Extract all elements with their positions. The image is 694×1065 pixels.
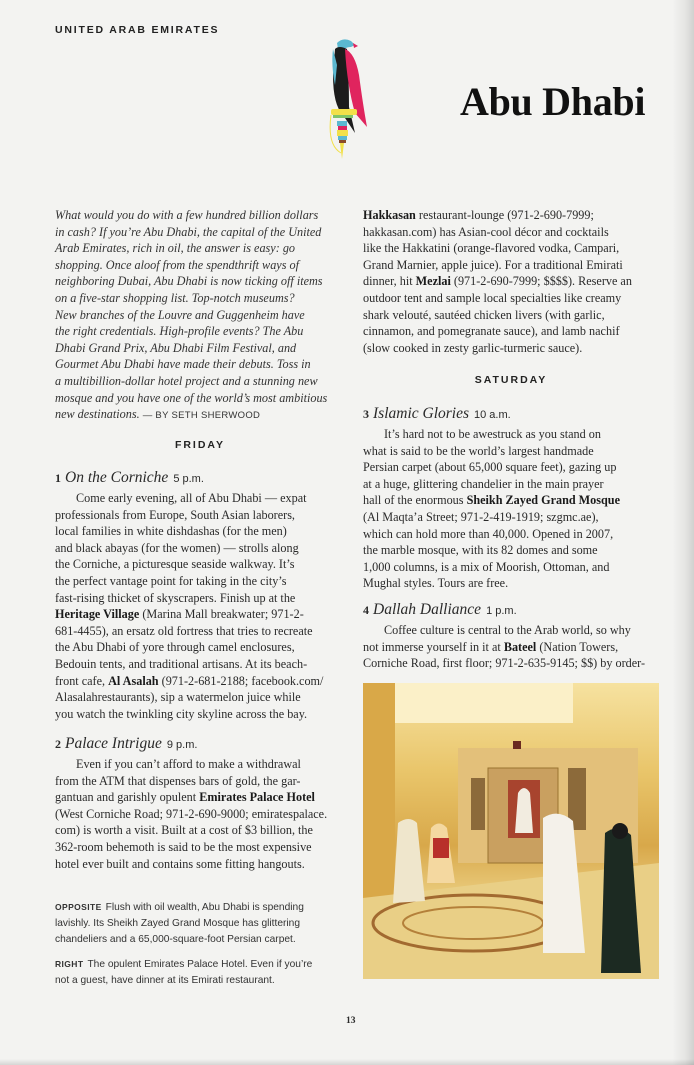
item-time: 5 p.m. bbox=[173, 473, 204, 485]
intro-line: the right credentials. High-profile events? The Abu bbox=[55, 324, 304, 339]
text-run: Alasalahrestaurants), sip a watermelon juice while bbox=[55, 690, 301, 705]
text-line bbox=[55, 789, 327, 806]
text-run: and black abayas (for the women) — strolls along bbox=[55, 540, 299, 555]
text-run: cinnamon, and pomegranate sauce), and lamb nachif bbox=[363, 324, 620, 339]
text-line bbox=[55, 756, 327, 773]
caption-right bbox=[55, 956, 312, 989]
text-line bbox=[55, 507, 323, 524]
page-title: Abu Dhabi bbox=[460, 79, 646, 124]
text-run: not immerse yourself in it at bbox=[363, 639, 504, 654]
text-run: dinner, hit bbox=[363, 274, 416, 289]
text-line bbox=[363, 340, 632, 357]
text-line bbox=[363, 476, 620, 493]
intro-line: New branches of the Louvre and Guggenheim have bbox=[55, 307, 305, 322]
item-number: 1 bbox=[55, 471, 61, 485]
text-run: Coffee culture is central to the Arab world, so why bbox=[384, 623, 631, 637]
caption-label: OPPOSITE bbox=[55, 902, 102, 912]
text-run: 1,000 columns, is a mix of Moorish, Ottoman, and bbox=[363, 559, 610, 574]
item-title bbox=[363, 404, 620, 425]
caption-line bbox=[55, 899, 304, 916]
itinerary-item-4 bbox=[363, 600, 645, 672]
text-line bbox=[363, 290, 632, 307]
intro-line: Gourmet Abu Dhabi have made their debuts. Toss in bbox=[55, 357, 311, 372]
caption-text: The opulent Emirates Palace Hotel. Even if you’re bbox=[87, 959, 313, 970]
caption-line bbox=[55, 956, 312, 973]
venue-name: Bateel bbox=[503, 639, 537, 654]
text-line bbox=[363, 224, 632, 241]
item-title bbox=[55, 734, 327, 755]
page-bottom-shadow bbox=[0, 1059, 694, 1065]
caption-text: lavishly. Its Sheikh Zayed Grand Mosque has glittering bbox=[55, 918, 300, 929]
text-line bbox=[363, 273, 632, 290]
byline: — BY SETH SHERWOOD bbox=[142, 410, 261, 422]
photo-illustration bbox=[363, 683, 659, 979]
caption-text: Flush with oil wealth, Abu Dhabi is spending bbox=[105, 902, 304, 913]
intro-line: Dhabi Grand Prix, Abu Dhabi Film Festival, and bbox=[55, 340, 297, 355]
venue-name: Emirates Palace Hotel bbox=[199, 790, 315, 805]
venue-name: Heritage Village bbox=[55, 607, 140, 622]
intro-line: mosque and you have one of the world’s most ambitious bbox=[55, 390, 328, 405]
item-name: Palace Intrigue bbox=[65, 735, 162, 752]
item-title bbox=[363, 600, 645, 621]
text-line bbox=[55, 590, 323, 607]
text-line bbox=[55, 773, 327, 790]
item-number: 2 bbox=[55, 737, 61, 751]
text-line bbox=[363, 257, 632, 274]
text-run: (slow cooked in zesty garlic-turmeric sauce). bbox=[363, 340, 583, 355]
text-run: gantuan and garishly opulent bbox=[55, 790, 200, 805]
text-line bbox=[55, 573, 323, 590]
text-run: 681-4455), an ersatz old fortress that tries to recreate bbox=[55, 623, 313, 638]
caption-text: not a guest, have dinner at its Emirati restaurant. bbox=[55, 975, 275, 986]
intro-line: a multibillion-dollar hotel project and a stunning new bbox=[55, 373, 318, 388]
text-run: Mughal styles. Tours are free. bbox=[363, 576, 509, 591]
text-run: (Nation Towers, bbox=[536, 639, 619, 654]
itinerary-item-2 bbox=[55, 734, 327, 872]
text-run: Even if you can’t afford to make a withdrawal bbox=[76, 757, 301, 771]
text-line bbox=[363, 575, 620, 592]
text-line bbox=[55, 673, 323, 690]
day-heading-friday: FRIDAY bbox=[174, 439, 226, 451]
text-run: front cafe, bbox=[55, 673, 109, 688]
text-line bbox=[55, 606, 323, 623]
text-run: Grand Marnier, apple juice). For a traditional Emirati bbox=[363, 257, 623, 272]
text-line bbox=[55, 806, 327, 823]
intro-line: neighboring Dubai, Abu Dhabi is now ticking off items bbox=[55, 274, 323, 289]
venue-name: Mezlai bbox=[415, 274, 451, 289]
country-kicker: UNITED ARAB EMIRATES bbox=[55, 24, 220, 36]
caption-opposite bbox=[55, 899, 304, 948]
text-run: com) is worth a visit. Built at a cost of $3 billion, the bbox=[55, 823, 313, 838]
text-line bbox=[363, 559, 620, 576]
text-line bbox=[363, 207, 632, 224]
item-time: 9 p.m. bbox=[166, 739, 198, 751]
text-line bbox=[55, 623, 323, 640]
text-line bbox=[363, 526, 620, 543]
text-line bbox=[55, 540, 323, 557]
text-line bbox=[55, 639, 323, 656]
text-run: fast-rising thicket of skyscrapers. Finish up at the bbox=[55, 590, 296, 605]
text-run: from the ATM that dispenses bars of gold, the gar- bbox=[55, 773, 301, 788]
text-run: the Corniche, a picturesque seaside walkway. It’s bbox=[55, 557, 295, 572]
text-line bbox=[363, 307, 632, 324]
text-run: It’s hard not to be awestruck as you stand on bbox=[384, 427, 601, 441]
page-number: 13 bbox=[346, 1016, 356, 1026]
day-heading-saturday: SATURDAY bbox=[474, 374, 548, 386]
text-run: which can hold more than 40,000. Opened in 2007, bbox=[363, 526, 614, 541]
intro-line: What would you do with a few hundred billion dollars bbox=[55, 208, 319, 222]
text-run: professionals from Europe, South Asian laborers, bbox=[55, 507, 295, 522]
item-name: On the Corniche bbox=[65, 469, 169, 486]
intro-line: shopping. Once aloof from the spendthrift ways of bbox=[55, 257, 299, 272]
text-run: hotel ever built and contains some fitting hangouts. bbox=[55, 856, 305, 871]
text-run: local families in white dishdashas (for the men) bbox=[55, 524, 287, 539]
text-run: what is said to be the world’s largest handmade bbox=[363, 443, 594, 458]
text-run: hakkasan.com) has Asian-cool décor and cocktails bbox=[363, 224, 609, 239]
emirates-palace-lobby-photo bbox=[363, 683, 659, 979]
text-line bbox=[363, 459, 620, 476]
text-run: Persian carpet (about 65,000 square feet), gazing up bbox=[363, 460, 617, 475]
text-run: (Al Maqta’a Street; 971-2-419-1919; szgmc.ae), bbox=[363, 509, 599, 524]
item-title bbox=[55, 468, 323, 489]
text-line bbox=[55, 556, 323, 573]
text-run: Corniche Road, first floor; 971-2-635-9145; $$) by order- bbox=[363, 656, 646, 671]
text-line bbox=[55, 689, 323, 706]
intro-line: Arab Emirates, rich in oil, the answer is easy: go bbox=[55, 241, 296, 256]
venue-name: Sheikh Zayed Grand Mosque bbox=[466, 493, 620, 508]
text-run: restaurant-lounge (971-2-690-7999; bbox=[415, 208, 594, 222]
caption-text: chandeliers and a 65,000-square-foot Persian carpet. bbox=[55, 934, 296, 945]
text-run: at a huge, glittering chandelier in the main prayer bbox=[363, 476, 604, 491]
text-run: the perfect vantage point for taking in the city’s bbox=[55, 573, 287, 588]
caption-line bbox=[55, 916, 304, 932]
text-run: (971-2-681-2188; facebook.com/ bbox=[158, 673, 324, 688]
text-run: 362-room behemoth is said to be the most expensive bbox=[55, 839, 312, 854]
text-line bbox=[55, 822, 327, 839]
text-line bbox=[363, 509, 620, 526]
text-line bbox=[55, 656, 323, 673]
text-run: Bedouin tents, and traditional artisans. At its beach- bbox=[55, 656, 308, 671]
text-line bbox=[363, 639, 645, 656]
item-name: Islamic Glories bbox=[373, 405, 470, 422]
text-line bbox=[55, 523, 323, 540]
text-run: you watch the twinkling city skyline across the bay. bbox=[55, 706, 308, 721]
falcon-illustration-icon bbox=[325, 35, 370, 167]
text-run: outdoor tent and sample local specialties like creamy bbox=[363, 290, 622, 305]
text-run: (West Corniche Road; 971-2-690-9000; emiratespalace. bbox=[55, 806, 328, 821]
item-time: 10 a.m. bbox=[474, 409, 511, 421]
text-run: (971-2-690-7999; $$$$). Reserve an bbox=[450, 274, 632, 289]
caption-line bbox=[55, 973, 312, 989]
text-line bbox=[55, 856, 327, 873]
text-line bbox=[363, 323, 632, 340]
continuation-paragraph bbox=[363, 207, 632, 356]
text-run: like the Hakkatini (orange-flavored vodka, Campari, bbox=[363, 241, 620, 256]
page-edge-shadow bbox=[672, 0, 694, 1065]
text-line bbox=[55, 490, 323, 507]
text-line bbox=[363, 426, 620, 443]
text-line bbox=[363, 240, 632, 257]
item-name: Dallah Dalliance bbox=[373, 601, 482, 618]
intro-line: on a five-star shopping list. Top-notch museums? bbox=[55, 290, 295, 305]
intro-line: new destinations. — BY SETH SHERWOOD bbox=[55, 407, 261, 422]
venue-name: Al Asalah bbox=[108, 673, 159, 688]
caption-line bbox=[55, 932, 304, 948]
text-run: the marble mosque, with its 82 domes and some bbox=[363, 543, 598, 558]
text-line bbox=[363, 542, 620, 559]
text-run: Come early evening, all of Abu Dhabi — expat bbox=[76, 491, 307, 505]
text-run: hall of the enormous bbox=[363, 493, 467, 508]
text-line bbox=[363, 443, 620, 460]
text-line bbox=[363, 622, 645, 639]
text-line bbox=[363, 492, 620, 509]
text-line bbox=[55, 839, 327, 856]
intro-paragraph bbox=[55, 207, 327, 425]
text-run: the Abu Dhabi of yore through camel enclosures, bbox=[55, 640, 295, 655]
item-number: 4 bbox=[363, 603, 369, 617]
itinerary-item-3 bbox=[363, 404, 620, 592]
item-number: 3 bbox=[363, 407, 369, 421]
intro-line: in cash? If you’re Abu Dhabi, the capital of the United bbox=[55, 224, 322, 239]
venue-name: Hakkasan bbox=[363, 208, 416, 222]
text-run: shark velouté, sautéed chicken livers (with garlic, bbox=[363, 307, 605, 322]
itinerary-item-1 bbox=[55, 468, 323, 722]
caption-label: RIGHT bbox=[55, 959, 84, 969]
item-time: 1 p.m. bbox=[486, 605, 517, 617]
text-line bbox=[55, 706, 323, 723]
text-line bbox=[363, 655, 645, 672]
text-run: (Marina Mall breakwater; 971-2- bbox=[139, 607, 304, 622]
